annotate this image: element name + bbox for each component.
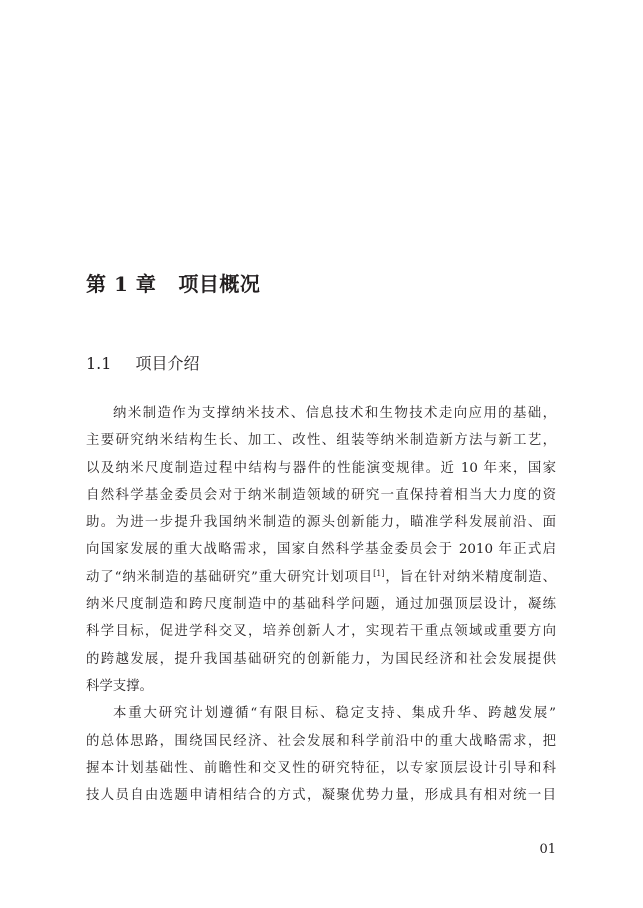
chapter-name: 项目概况 <box>178 272 261 296</box>
citation-ref[interactable]: [1] <box>373 568 385 578</box>
text-line: 主要研究纳米结构生长、加工、改性、组装等纳米制造新方法与新工艺， <box>86 433 556 449</box>
text-line: 纳米尺度制造和跨尺度制造中的基础科学问题，通过加强顶层设计，凝练 <box>86 597 556 613</box>
text-line: 向国家发展的重大战略需求，国家自然科学基金委员会于 2010 年正式启 <box>86 542 556 558</box>
text-line: 技人员自由选题申请相结合的方式，凝聚优势力量，形成具有相对统一目 <box>86 788 556 804</box>
chapter-label: 第 1 章 <box>86 272 157 296</box>
text-line: 的总体思路，围绕国民经济、社会发展和科学前沿中的重大战略需求，把 <box>86 733 556 749</box>
page-number: 01 <box>539 842 556 857</box>
text-line: 以及纳米尺度制造过程中结构与器件的性能演变规律。近 10 年来，国家 <box>86 460 556 476</box>
text-line: 纳米制造作为支撑纳米技术、信息技术和生物技术走向应用的基础， <box>113 406 556 421</box>
text-segment: ，旨在针对纳米精度制造、 <box>384 569 556 585</box>
text-line: 握本计划基础性、前瞻性和交叉性的研究特征，以专家顶层设计引导和科 <box>86 760 556 776</box>
text-line: 助。为进一步提升我国纳米制造的源头创新能力，瞄准学科发展前沿、面 <box>86 515 556 531</box>
text-line: 科学目标，促进学科交叉，培养创新人才，实现若干重点领域或重要方向 <box>86 624 556 640</box>
body-text <box>86 400 556 809</box>
chapter-title <box>86 268 260 297</box>
text-segment: 动了“纳米制造的基础研究”重大研究计划项目 <box>86 569 374 585</box>
section-name: 项目介绍 <box>135 354 200 373</box>
section-title <box>86 351 199 374</box>
text-line: 本重大研究计划遵循“有限目标、稳定支持、集成升华、跨越发展” <box>113 706 556 722</box>
text-line: 科学支撑。 <box>86 678 153 694</box>
text-line-with-citation <box>86 564 556 591</box>
text-line: 的跨越发展，提升我国基础研究的创新能力，为国民经济和社会发展提供 <box>86 651 556 667</box>
section-number: 1.1 <box>86 354 112 373</box>
text-line: 自然科学基金委员会对于纳米制造领域的研究一直保持着相当大力度的资 <box>86 487 556 503</box>
